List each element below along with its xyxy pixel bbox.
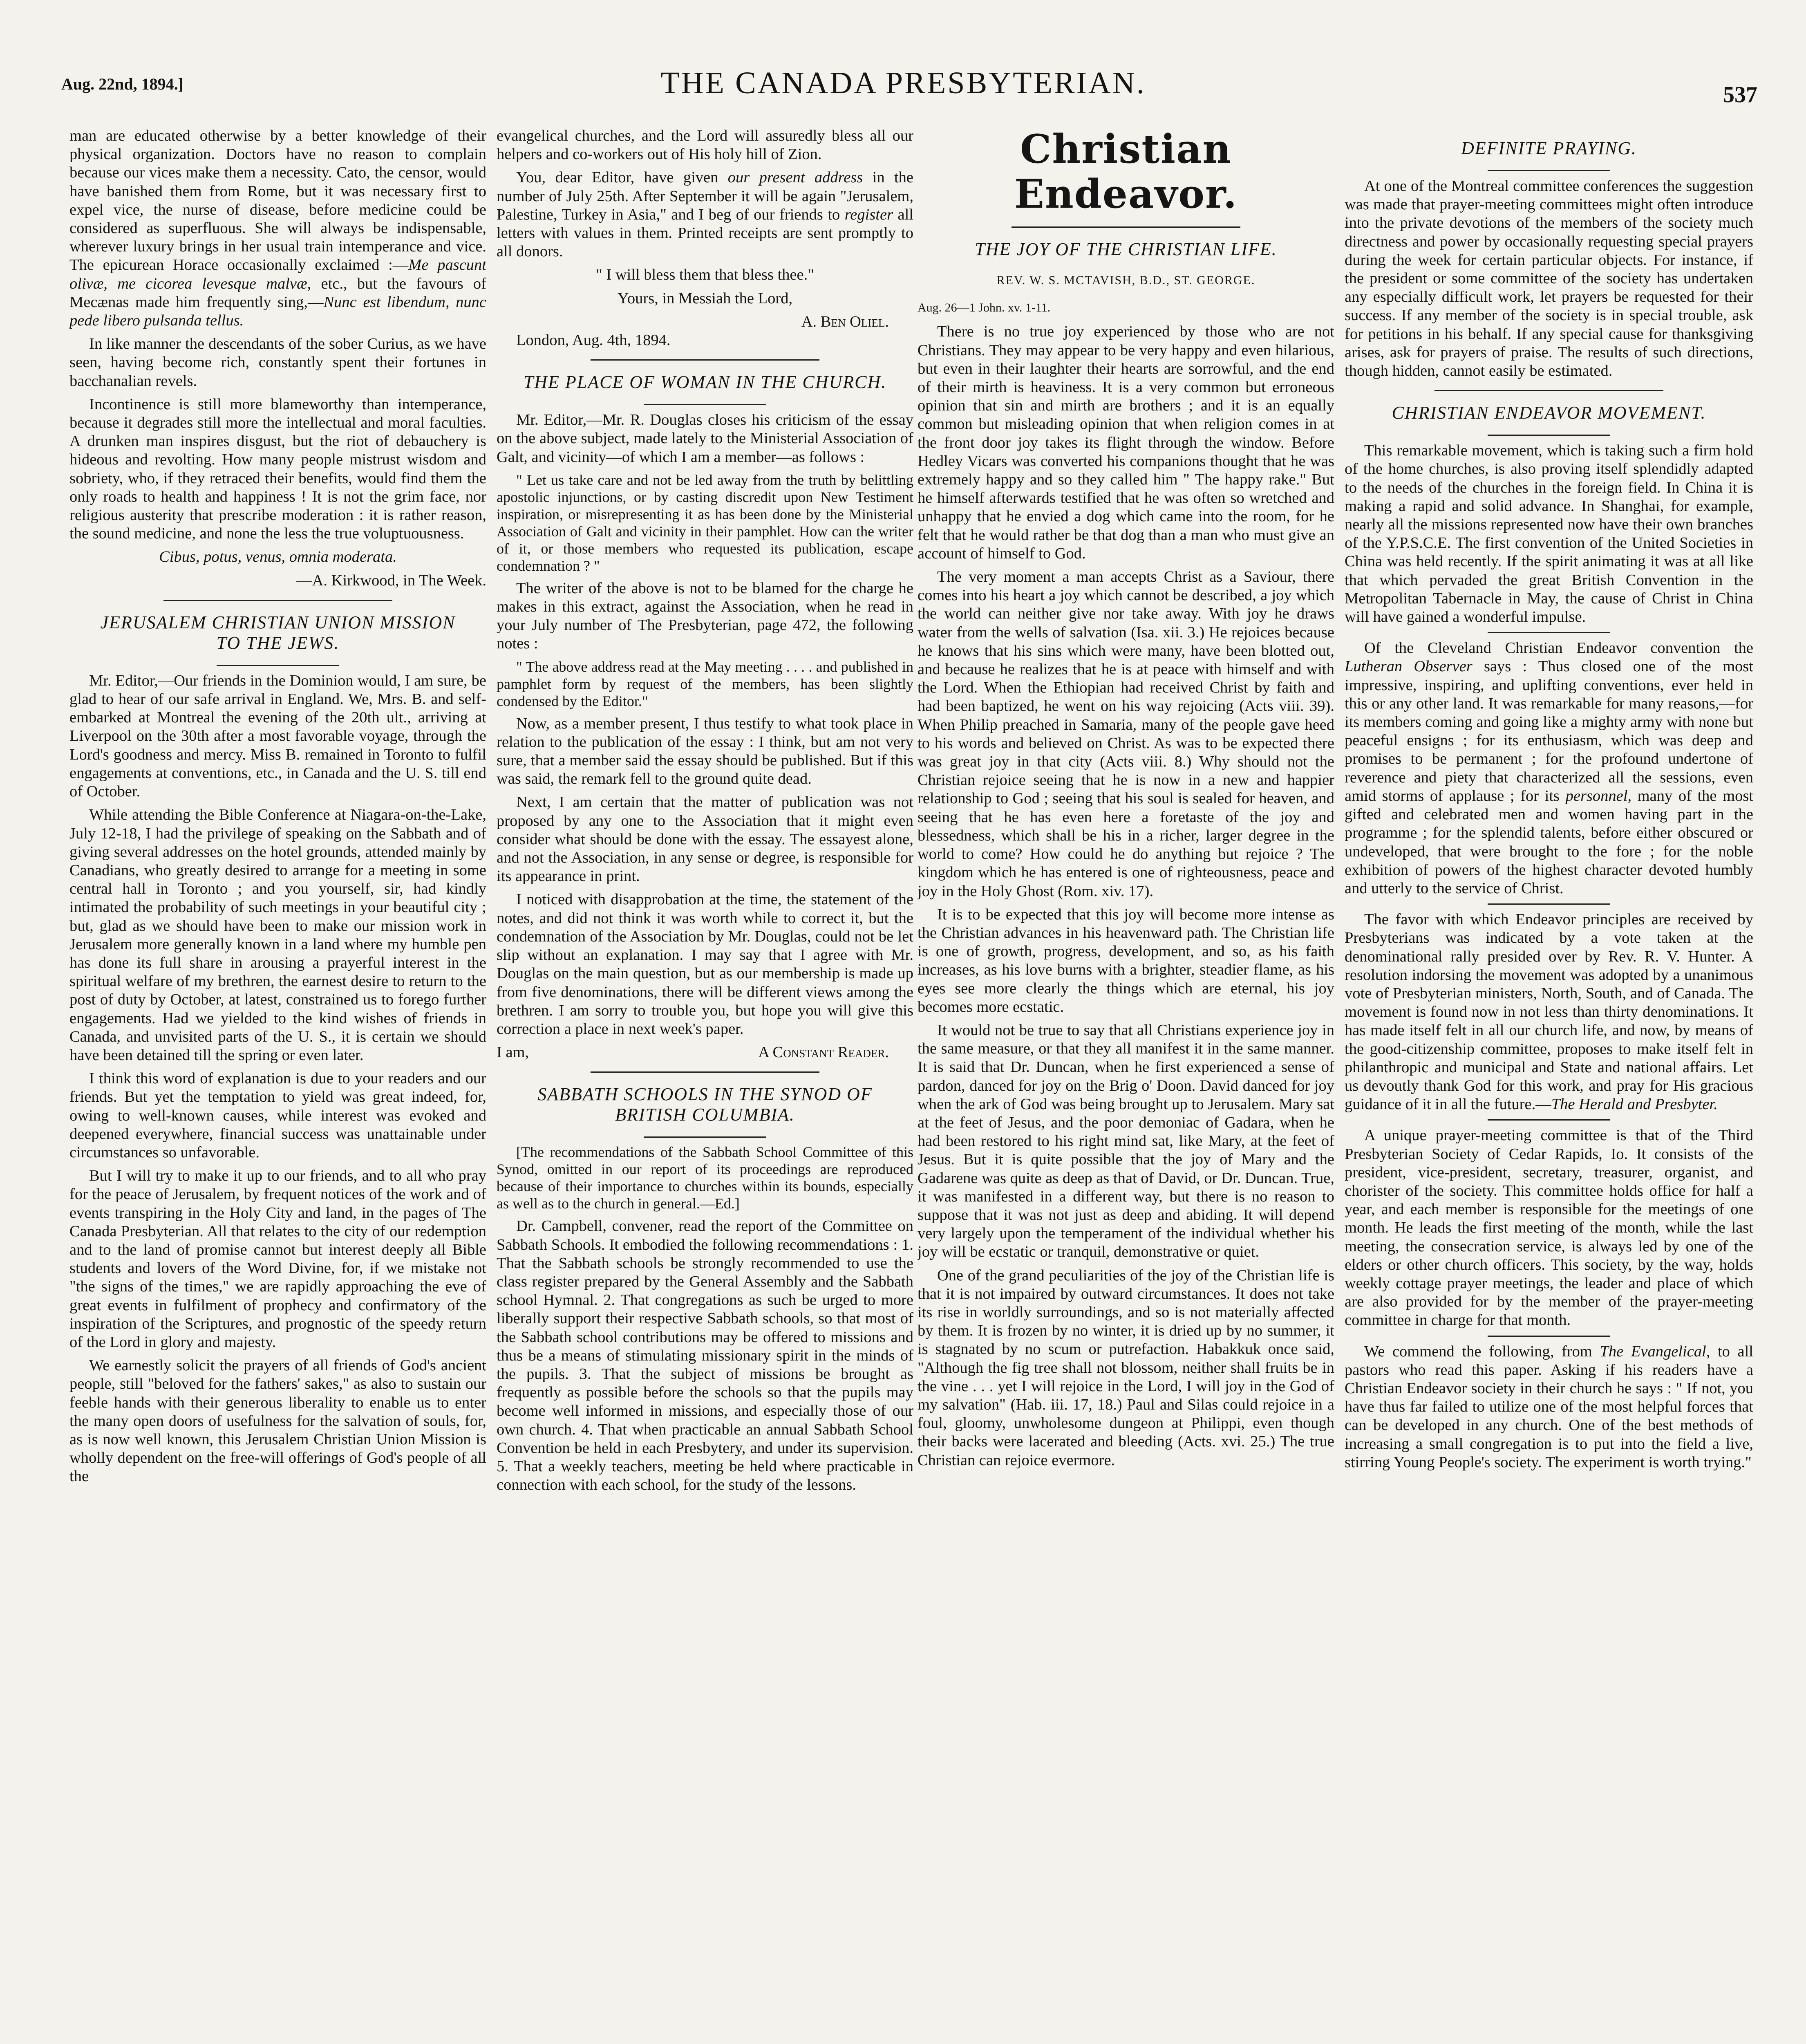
paragraph: At one of the Montreal committee conferences the suggestion was made that prayer-meeting committees might often introduce into the private devotions of the members of the society much directness and power by occasionally requesting special prayers during the week for certain particular objects. For instance, if the president or some committee of the society has undertaken any especially difficult work, let prayers be requested for their success. If any member of the society is in special trouble, ask for petitions in his behalf. If any special cause for thanksgiving arises, ask for prayers of praise. The results of such directions, though hidden, cannot easily be estimated. — [1345, 177, 1753, 380]
article-heading: THE JOY OF THE CHRISTIAN LIFE. — [975, 239, 1277, 259]
department-title: Christian Endeavor. — [1014, 127, 1238, 217]
paragraph: One of the grand peculiarities of the joy of the Christian life is that it is not impaired by outward circumstances. It does not take its rise in worldly surroundings, and so is not materially affected by them. It is frozen by no winter, it is dried up by no summer, it is stagnated by no scum or putrefaction. Habakkuk once said, "Although the fig tree shall not blossom, neither shall fruits be in the vine . . . yet I will rejoice in the Lord, I will joy in the God of my salvation" (Hab. iii. 17, 18.) Paul and Silas could rejoice in a foul, gloomy, unwholesome dungeon at Philippi, even though their backs were lacerated and bleeding (Acts. xvi. 25.) The true Christian can rejoice evermore. — [918, 1266, 1334, 1469]
divider — [644, 1136, 766, 1138]
paragraph: man are educated otherwise by a better knowledge of their physical organization. Doctors have no reason to complain because our vices make them a necessity. Cato, the censor, would have banished them from Rome, but it was necessary first to expel vice, the nurse of disease, before medicine could be considered as superfluous. She will always be indispensable, wherever luxury brings in her usual train intemperance and vice. The epicurean Horace occasionally exclaimed :—Me pascunt olivæ, me cicorea levesque malvæ, etc., but the favours of Mecænas made him frequently sing,—Nunc est libendum, nunc pede libero pulsanda tellus. — [69, 127, 486, 329]
paragraph: Mr. Editor,—Our friends in the Dominion would, I am sure, be glad to hear of our safe arrival in England. We, Mrs. B. and self-embarked at Montreal the evening of the 20th ult., arriving at Liverpool on the 30th after a most favorable voyage, through the Lord's goodness and mercy. Miss B. remained in Toronto to fulfil engagements at conventions, etc., in Canada and the U. S. till end of October. — [69, 672, 486, 800]
page-number: 537 — [1723, 82, 1757, 108]
paragraph: I noticed with disapprobation at the time, the statement of the notes, and did not think it was worth while to correct it, but the condemnation of the Association by Mr. Douglas, could not be let slip without an explanation. I may say that I agree with Mr. Douglas on the main question, but as our membership is made up from five denominations, there will be different views among the brethren. I am sorry to trouble you, but hope you will give this correction a place in next week's paper. — [497, 891, 913, 1038]
paragraph: Mr. Editor,—Mr. R. Douglas closes his criticism of the essay on the above subject, made lately to the Ministerial Association of Galt, and vicinity—of which I am a member—as follows : — [497, 411, 913, 466]
paragraph: The very moment a man accepts Christ as a Saviour, there comes into his heart a joy which cannot be described, a joy which the world can neither give nor take away. With joy he draws water from the wells of salvation (Isa. xii. 3.) He rejoices because he knows that his sins which were many, have been blotted out, and because he realizes that he is at peace with himself and with the Lord. When the Ethiopian had received Christ by faith and had been baptized, he went on his way rejoicing (Acts viii. 39). When Philip preached in Samaria, many of the people gave heed to his words and believed on Christ. As was to be expected there was great joy in that city (Acts viii. 8.) Why should not the Christian rejoice seeing that he is now in a new and happier relationship to God ; seeing that his soul is sealed for heaven, and seeing that he has even here a foretaste of the joy and blessedness, which shall be his in a richer, larger degree in the world to come? How could he do anything but rejoice ? The kingdom which he has entered is one of righteousness, peace and joy in the Holy Ghost (Rom. xiv. 17). — [918, 568, 1334, 900]
column-1 — [69, 127, 486, 2044]
paragraph: The writer of the above is not to be blamed for the charge he makes in this extract, against the Association, when he read in your July number of The Presbyterian, page 472, the following notes : — [497, 579, 913, 652]
paragraph: It is to be expected that this joy will become more intense as the Christian advances in his heavenward path. The Christian life is one of growth, progress, development, and so, as his faith increases, as his love burns with a brighter, steadier flame, as his eyes see more clearly the things which are eternal, his joy becomes more ecstatic. — [918, 905, 1334, 1015]
scripture-reference: Aug. 26—1 John. xv. 1-11. — [918, 301, 1051, 315]
divider — [163, 600, 392, 601]
paragraph: It would not be true to say that all Christians experience joy in the same measure, or that they all manifest it in the same manner. It is said that Dr. Duncan, when he first experienced a sense of pardon, danced for joy on the Brig o' Doon. David danced for joy when the ark of God was being brought up to Jerusalem. Mary sat at the feet of Jesus, and the poor demoniac of Gadara, when he had been restored to his right mind sat, like Mary, at the feet of Jesus. But it is quite possible that the joy of Mary and the Gadarene was quite as deep as that of David, or Dr. Duncan. True, it was manifested in a different way, but there is no reason to suppose that it was not just as deep and abiding. It will depend very largely upon the temperament of the individual whether his joy will be ecstatic or tranquil, demonstrative or quiet. — [918, 1021, 1334, 1261]
article-heading: JERUSALEM CHRISTIAN UNION MISSION TO THE JEWS. — [100, 612, 456, 653]
paragraph: This remarkable movement, which is taking such a firm hold of the home churches, is also proving itself splendidly adapted to the needs of the churches in the foreign field. In China it is making a rapid and solid advance. In Shanghai, for example, nearly all the missions represented now have their own branches of the Y.P.S.C.E. The first convention of the United Societies in China was held recently. If the spirit animating it was at all like that which pervaded the great British Convention in the Metropolitan Tabernacle in May, the cause of Christ in China will have gained a wonderful impulse. — [1345, 442, 1753, 626]
divider — [1488, 170, 1610, 171]
article-author: REV. W. S. MCTAVISH, B.D., ST. GEORGE. — [996, 273, 1255, 287]
quoted-line: " I will bless them that bless thee." — [596, 266, 814, 284]
divider — [1488, 903, 1610, 905]
column-3 — [918, 127, 1334, 2044]
article-heading: THE PLACE OF WOMAN IN THE CHURCH. — [523, 372, 887, 392]
paragraph: There is no true joy experienced by those who are not Christians. They may appear to be very happy and even hilarious, but even in their laughter their hearts are sorrowful, and the end of their mirth is heaviness. It is a very common but erroneous opinion that sin and mirth are brothers ; and it is an equally common but misleading opinion that when religion comes in at the front door joy takes its flight through the window. Before Hedley Vicars was converted his companions thought that he was extremely happy and so they called him " The happy rake." But he himself afterwards testified that he was often so wretched and unhappy that he envied a dog which came into the room, for he felt that he would rather be that dog than a man who must give an account of himself to God. — [918, 323, 1334, 562]
paragraph: The favor with which Endeavor principles are received by Presbyterians was indicated by a vote taken at the denominational rally presided over by Rev. R. V. Hunter. A resolution indorsing the movement was adopted by a unanimous vote of Presbyterian ministers, North, South, and of Canada. The movement is found now in not less than thirty denominations. It has made itself felt in all our church life, and now, by means of the good-citizenship committee, proposes to make itself felt in philanthropic and municipal and State and national affairs. Let us devoutly thank God for this work, and pray for His gracious guidance of it in all the future.—The Herald and Presbyter. — [1345, 911, 1753, 1113]
closing: Yours, in Messiah the Lord, — [617, 289, 793, 307]
paragraph: But I will try to make it up to our friends, and to all who pray for the peace of Jerusalem, by frequent notices of the work and of events transpiring in the Holy City and land, in the pages of The Canada Presbyterian. All that relates to the city of our redemption and to the land of promise cannot but interest deeply all Bible students and lovers of the Word Divine, for, if we mistake not "the signs of the times," we are rapidly approaching the eve of great events in fulfilment of prophecy and confirmatory of the inspiration of the Scriptures, and prognostic of the speedy return of the Lord in glory and majesty. — [69, 1167, 486, 1351]
article-heading: SABBATH SCHOOLS IN THE SYNOD OF BRITISH COLUMBIA. — [537, 1084, 873, 1125]
paragraph: You, dear Editor, have given our present address in the number of July 25th. After September it will be again "Jerusalem, Palestine, Turkey in Asia," and I beg of our friends to register all letters with values in them. Printed receipts are sent promptly to all donors. — [497, 169, 913, 260]
divider — [217, 665, 339, 666]
divider — [1435, 390, 1663, 391]
paragraph: In like manner the descendants of the sober Curius, as we have seen, having become rich, constantly spent their fortunes in bacchanalian revels. — [69, 335, 486, 390]
paragraph: Of the Cleveland Christian Endeavor convention the Lutheran Observer says : Thus closed one of the most impressive, inspiring, and uplifting conventions, ever held in this or any other land. It was remarkable for many reasons,—for its members coming and going like a mighty army with none but peaceful ensigns ; for its enthusiasm, which was deep and promises to be permanent ; for the profound undertone of reverence and piety that characterized all the sessions, even amid storms of applause ; for its personnel, many of the most gifted and celebrated men and women having part in the programme ; for the splendid talents, before either obscured or undeveloped, that were brought to the fore ; for the noble exhibition of powers of the highest character devoted humbly and utterly to the service of Christ. — [1345, 639, 1753, 897]
newspaper-title: THE CANADA PRESBYTERIAN. — [660, 66, 1146, 100]
quotation: " Let us take care and not be led away from the truth by belittling apostolic injunctions, or by casting discredit upon New Testiment inspiration, or misrepresenting it as has been done by the Ministerial Association of Galt and vicinity in their pamphlet. How can the writer of it, or those members who requested its publication, escape condemnation ? " — [497, 471, 913, 574]
article-heading: CHRISTIAN ENDEAVOR MOVEMENT. — [1392, 403, 1706, 423]
paragraph: I think this word of explanation is due to your readers and our friends. But yet the temptation to yield was great indeed, for, owing to well-known causes, while interest was evoked and deepened everywhere, financial success was unattainable under circumstances so unfavorable. — [69, 1070, 486, 1161]
paragraph: A unique prayer-meeting committee is that of the Third Presbyterian Society of Cedar Rapids, Io. It consists of the president, vice-president, secretary, treasurer, organist, and chorister of the society. This committee holds office for half a year, and each member is responsible for the meetings of one month. He leads the first meeting of the month, while the last meeting, the consecration service, is always led by one of the elders or other church officers. This society, by the way, holds weekly cottage prayer meetings, the leader and place of which are also provided for by the member of the prayer-meeting committee in charge for that month. — [1345, 1127, 1753, 1329]
divider — [591, 1071, 819, 1073]
divider — [1488, 1336, 1610, 1337]
issue-date: Aug. 22nd, 1894.] — [61, 75, 184, 93]
paragraph: While attending the Bible Conference at Niagara-on-the-Lake, July 12-18, I had the privilege of speaking on the Sabbath and of giving several addresses on the hotel grounds, attended mainly by Canadians, who greatly desired to arrange for a meeting in some central hall in Toronto ; and you yourself, sir, had kindly intimated the probability of such meetings in your beautiful city ; but, glad as we should have been to make our mission work in Jerusalem more generally known in a land where my humble pen has done its full share in arousing a prayerful interest in the spiritual welfare of my brethren, the earnest desire to return to the post of duty by October, at latest, constrained us to forego further engagements. Had we yielded to the kind wishes of friends in Canada, and unvisited parts of the U. S., it is certain we should have been detained till the spring or even later. — [69, 806, 486, 1064]
divider — [1012, 226, 1240, 228]
paragraph: Now, as a member present, I thus testify to what took place in relation to the publication of the essay : I think, but am not very sure, that a member said the essay should be published. But if this was said, the remark fell to the ground quite dead. — [497, 715, 913, 788]
divider — [644, 404, 766, 405]
divider — [1488, 435, 1610, 436]
article-heading: DEFINITE PRAYING. — [1461, 138, 1637, 158]
signature: A. Ben Oliel. — [801, 313, 889, 330]
quotation: " The above address read at the May meeting . . . . and published in pamphlet form by request of the members, has been slightly condensed by the Editor." — [497, 658, 913, 709]
letter-signoff: I am, A Constant Reader. — [497, 1044, 889, 1061]
paragraph: evangelical churches, and the Lord will assuredly bless all our helpers and co-workers out of His holy hill of Zion. — [497, 127, 913, 163]
dateline: London, Aug. 4th, 1894. — [516, 332, 671, 349]
running-head — [45, 65, 1761, 114]
paragraph: Next, I am certain that the matter of publication was not proposed by any one to the Association that it might even consider what should be done with the essay. The essayest alone, and not the Association, in any sense or degree, is responsible for its appearance in print. — [497, 793, 913, 885]
divider — [1488, 1119, 1610, 1121]
paragraph: We commend the following, from The Evangelical, to all pastors who read this paper. Asking if his readers have a Christian Endeavor society in their church he says : " If not, you have thus far failed to utilize one of the most helpful forces that can be developed in any church. One of the best methods of increasing a small congregation is to put into the field a live, stirring Young People's society. The experiment is worth trying." — [1345, 1342, 1753, 1471]
divider — [591, 359, 819, 361]
divider — [1488, 632, 1610, 633]
editor-note: [The recommendations of the Sabbath School Committee of this Synod, omitted in our report of its proceedings are reproduced because of their importance to churches within its bounds, especially as well as to the church in general.—Ed.] — [497, 1144, 913, 1212]
column-2 — [497, 127, 913, 2044]
latin-motto: Cibus, potus, venus, omnia moderata. — [159, 548, 397, 566]
paragraph: Incontinence is still more blameworthy than intemperance, because it degrades still more the intellectual and moral faculties. A drunken man inspires disgust, but the riot of debauchery is hideous and revolting. How many people mistrust wisdom and sobriety, who, if they retraced their benefits, would find them the only roads to health and happiness ! It is not the grim face, nor religious austerity that prescribe moderation : it is rather reason, the sound medicine, and none the less the true voluptuousness. — [69, 395, 486, 542]
paragraph: Dr. Campbell, convener, read the report of the Committee on Sabbath Schools. It embodied the following recommendations : 1. That the Sabbath schools be strongly recommended to use the class register prepared by the General Assembly and the Sabbath school Hymnal. 2. That congregations as such be urged to more liberally support their respective Sabbath schools, so that most of the Sabbath school contributions may be offered to missions and thus be a means of stimulating missionary spirit in the minds of the pupils. 3. That the subject of missions be brought as frequently as possible before the schools so that the pupils may become well informed in missions, and especially those of our own church. 4. That when practicable an annual Sabbath School Convention be held in each Presbytery, and under its supervision. 5. That a weekly teachers, meeting be held where practicable in connection with each school, for the study of the lessons. — [497, 1217, 913, 1494]
column-4 — [1345, 127, 1753, 2044]
article-credit: —A. Kirkwood, in The Week. — [296, 572, 486, 589]
paragraph: We earnestly solicit the prayers of all friends of God's ancient people, still "beloved for the fathers' sakes," as also to sustain our feeble hands with their generous liberality to enable us to enter the many open doors of usefulness for the salvation of souls, for, as is now well known, this Jerusalem Christian Union Mission is wholly dependent on the free-will offerings of God's people of all the — [69, 1357, 486, 1485]
